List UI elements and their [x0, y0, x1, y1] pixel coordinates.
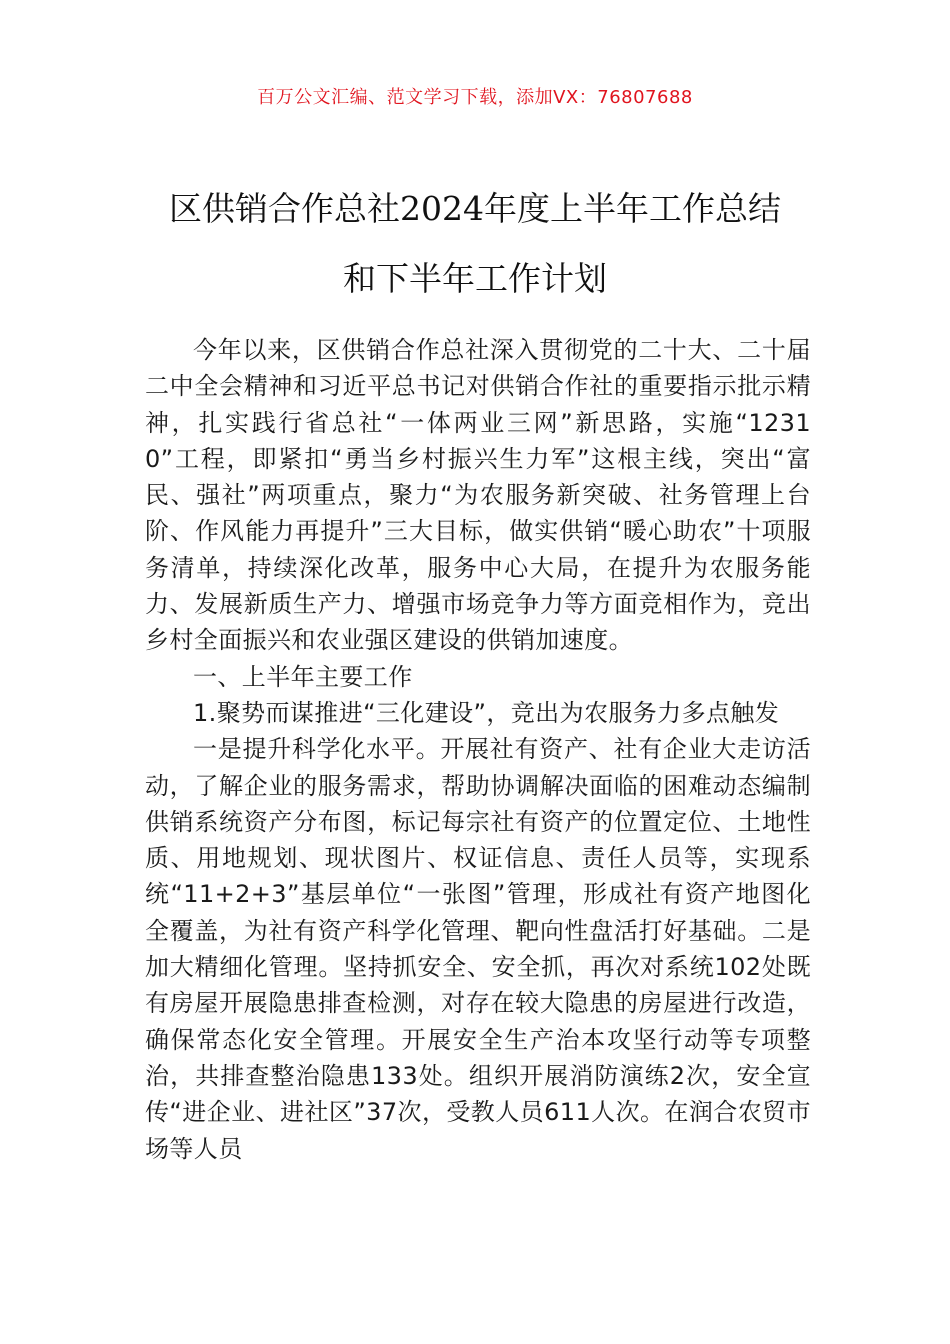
title-line-1: 区供销合作总社2024年度上半年工作总结 — [169, 189, 781, 228]
body-paragraph: 一是提升科学化水平。开展社有资产、社有企业大走访活动，了解企业的服务需求，帮助协调解决面临的困难动态编制供销系统资产分布图，标记每宗社有资产的位置定位、土地性质、用地规划、现状图片、权证信息、责任人员等，实现系统“11+2+3”基层单位“一张图”管理，形成社有资产地图化全覆盖，为社有资产科学化管理、靶向性盘活打好基础。二是加大精细化管理。坚持抓安全、安全抓，再次对系统102处既有房屋开展隐患排查检测，对存在较大隐患的房屋进行改造，确保常态化安全管理。开展安全生产治本攻坚行动等专项整治，共排查整治隐患133处。组织开展消防演练2次，安全宣传“进企业、进社区”37次，受教人员611人次。在润合农贸市场等人员 — [145, 735, 811, 1163]
subsection-heading: 1.聚势而谋推进“三化建设”，竞出为农服务力多点触发 — [193, 698, 780, 727]
header-note: 百万公文汇编、范文学习下载，添加VX：76807688 — [257, 87, 693, 108]
document-body — [145, 332, 811, 1167]
document-title — [100, 174, 850, 314]
section-heading: 一、上半年主要工作 — [193, 662, 413, 691]
intro-paragraph: 今年以来，区供销合作总社深入贯彻党的二十大、二十届二中全会精神和习近平总书记对供销合作社的重要指示批示精神，扎实践行省总社“一体两业三网”新思路，实施“12310”工程，即紧扣“勇当乡村振兴生力军”这根主线，突出“富民、强社”两项重点，聚力“为农服务新突破、社务管理上台阶、作风能力再提升”三大目标，做实供销“暖心助农”十项服务清单，持续深化改革，服务中心大局，在提升为农服务能力、发展新质生产力、增强市场竞争力等方面竞相作为，竞出乡村全面振兴和农业强区建设的供销加速度。 — [145, 336, 811, 655]
title-line-2: 和下半年工作计划 — [343, 259, 607, 298]
